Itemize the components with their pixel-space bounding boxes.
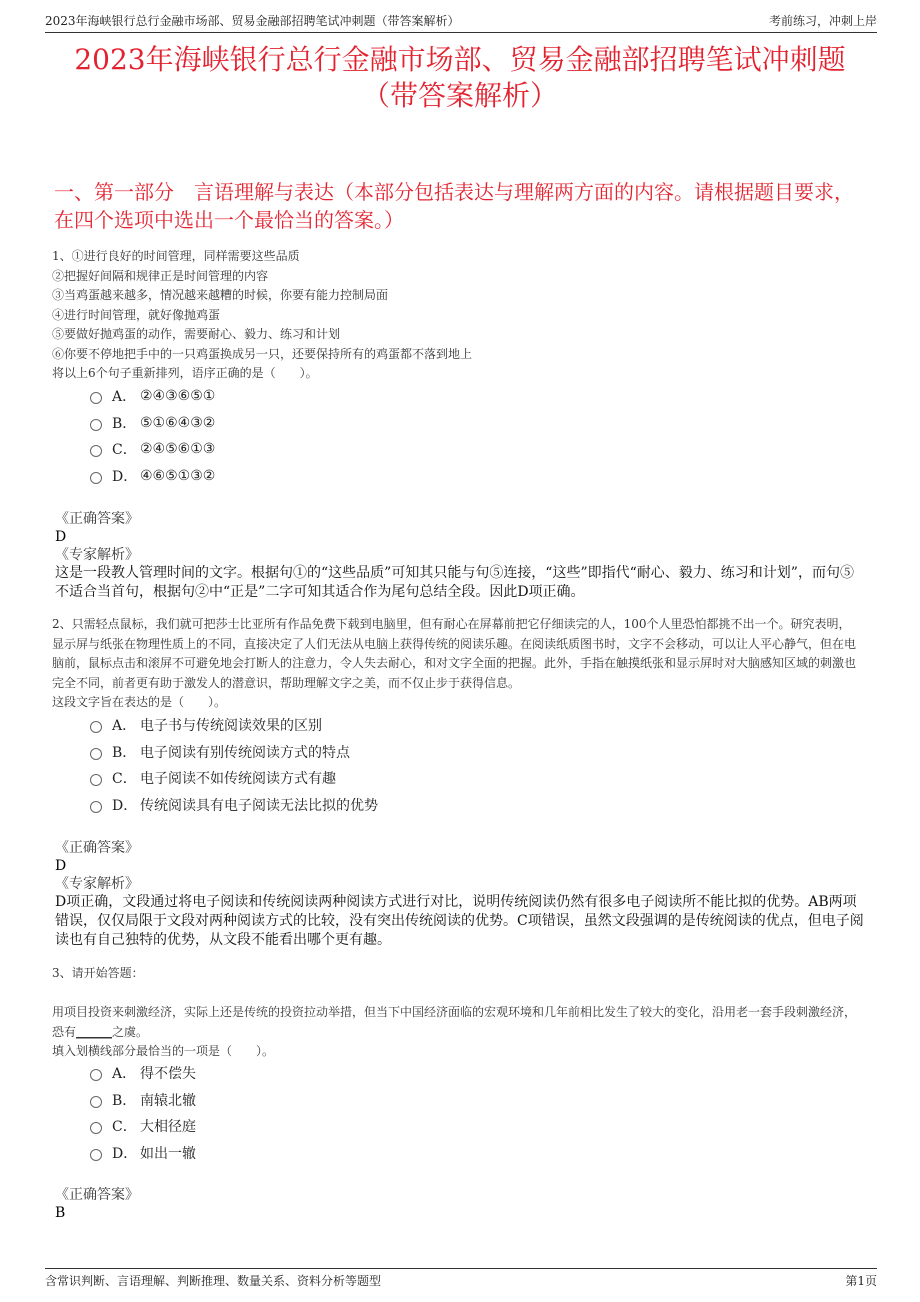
question-1-line: 1、①进行良好的时间管理，同样需要这些品质 bbox=[52, 249, 300, 263]
document-title-line1: 2023年海峡银行总行金融市场部、贸易金融部招聘笔试冲刺题 bbox=[74, 43, 846, 76]
question-3-answer bbox=[55, 1186, 865, 1222]
analysis-text: 这是一段教人管理时间的文字。根据句①的“这些品质”可知其只能与句⑤连接，“这些”即指代“耐心、毅力、练习和计划”，而句⑤不适合当首句，根据句②中“正是”二字可知其适合作为尾句总结全段。因此D项正确。 bbox=[55, 565, 854, 600]
header-slogan: 考前练习，冲刺上岸 bbox=[768, 14, 877, 28]
option-c[interactable]: C． ②④⑤⑥①③ bbox=[90, 436, 215, 463]
radio-icon[interactable] bbox=[90, 392, 102, 404]
question-3-options bbox=[90, 1060, 196, 1166]
answer-value: D bbox=[55, 858, 67, 874]
document-title-line2: （带答案解析） bbox=[361, 79, 558, 112]
option-b[interactable]: B． 南辕北辙 bbox=[90, 1087, 196, 1114]
option-c[interactable]: C． 电子阅读不如传统阅读方式有趣 bbox=[90, 765, 378, 792]
radio-icon[interactable] bbox=[90, 1122, 102, 1134]
option-d[interactable]: D． 如出一辙 bbox=[90, 1140, 196, 1167]
footer-note: 含常识判断、言语理解、判断推理、数量关系、资料分析等题型 bbox=[45, 1274, 382, 1288]
answer-label: 《正确答案》 bbox=[55, 511, 139, 527]
question-1-stem bbox=[52, 247, 862, 384]
question-1-line: ④进行时间管理，就好像抛鸡蛋 bbox=[52, 307, 221, 322]
question-2-prompt: 这段文字旨在表达的是（ ）。 bbox=[52, 695, 227, 709]
radio-icon[interactable] bbox=[90, 472, 102, 484]
page-footer bbox=[45, 1268, 877, 1291]
option-b[interactable]: B． ⑤①⑥④③② bbox=[90, 410, 215, 437]
section-title: 一、第一部分 言语理解与表达（本部分包括表达与理解两方面的内容。请根据题目要求，在四个选项中选出一个最恰当的答案。） bbox=[54, 180, 854, 232]
radio-icon[interactable] bbox=[90, 774, 102, 786]
blank-line: ______ bbox=[76, 1024, 113, 1039]
question-1-line: ⑥你要不停地把手中的一只鸡蛋换成另一只，还要保持所有的鸡蛋都不落到地上 bbox=[52, 346, 473, 361]
page-header bbox=[45, 10, 877, 33]
question-2-stem bbox=[52, 615, 862, 713]
analysis-text: D项正确，文段通过将电子阅读和传统阅读两种阅读方式进行对比，说明传统阅读仍然有很多电子阅读所不能比拟的优势。AB两项错误，仅仅局限于文段对两种阅读方式的比较，没有突出传统阅读的优势。C项错误，虽然文段强调的是传统阅读的优点，但电子阅读也有自己独特的优势，从文段不能看出哪个更有趣。 bbox=[55, 894, 864, 948]
radio-icon[interactable] bbox=[90, 419, 102, 431]
radio-icon[interactable] bbox=[90, 721, 102, 733]
question-3-passage: 用项目投资来刺激经济，实际上还是传统的投资拉动举措，但当下中国经济面临的宏观环境和几年前相比发生了较大的变化，沿用老一套手段刺激经济，恐有______之虞。 bbox=[52, 1005, 857, 1039]
answer-label: 《正确答案》 bbox=[55, 840, 139, 856]
header-doc-title: 2023年海峡银行总行金融市场部、贸易金融部招聘笔试冲刺题（带答案解析） bbox=[45, 14, 460, 28]
option-d[interactable]: D． ④⑥⑤①③② bbox=[90, 463, 215, 490]
question-2-options bbox=[90, 712, 378, 818]
radio-icon[interactable] bbox=[90, 1096, 102, 1108]
radio-icon[interactable] bbox=[90, 748, 102, 760]
question-1-line: ②把握好间隔和规律正是时间管理的内容 bbox=[52, 268, 269, 283]
analysis-label: 《专家解析》 bbox=[55, 547, 139, 563]
question-1-line: ⑤要做好抛鸡蛋的动作，需要耐心、毅力、练习和计划 bbox=[52, 327, 341, 341]
question-1-line: ③当鸡蛋越来越多，情况越来越糟的时候，你要有能力控制局面 bbox=[52, 288, 389, 302]
question-3-intro: 3、请开始答题： bbox=[52, 966, 144, 980]
option-c[interactable]: C． 大相径庭 bbox=[90, 1113, 196, 1140]
option-a[interactable]: A． ②④③⑥⑤① bbox=[90, 383, 215, 410]
option-a[interactable]: A． 电子书与传统阅读效果的区别 bbox=[90, 712, 378, 739]
radio-icon[interactable] bbox=[90, 1069, 102, 1081]
radio-icon[interactable] bbox=[90, 445, 102, 457]
option-b[interactable]: B． 电子阅读有别传统阅读方式的特点 bbox=[90, 739, 378, 766]
option-a[interactable]: A． 得不偿失 bbox=[90, 1060, 196, 1087]
analysis-label: 《专家解析》 bbox=[55, 876, 139, 892]
radio-icon[interactable] bbox=[90, 801, 102, 813]
question-1-answer bbox=[55, 510, 865, 602]
question-1-options bbox=[90, 383, 215, 489]
radio-icon[interactable] bbox=[90, 1149, 102, 1161]
answer-value: B bbox=[55, 1205, 66, 1221]
option-d[interactable]: D． 传统阅读具有电子阅读无法比拟的优势 bbox=[90, 792, 378, 819]
question-3-stem bbox=[52, 1003, 862, 1062]
question-3-prompt: 填入划横线部分最恰当的一项是（ ）。 bbox=[52, 1044, 275, 1058]
question-1-line: 将以上6个句子重新排列，语序正确的是（ ）。 bbox=[52, 366, 318, 380]
answer-value: D bbox=[55, 529, 67, 545]
document-title bbox=[40, 42, 880, 114]
answer-label: 《正确答案》 bbox=[55, 1187, 139, 1203]
question-2-passage: 2、只需轻点鼠标，我们就可把莎士比亚所有作品免费下载到电脑里，但有耐心在屏幕前把它仔细读完的人，100个人里恐怕都挑不出一个。研究表明，显示屏与纸张在物理性质上的不同，直接决定了人们无法从电脑上获得传统的阅读乐趣。在阅读纸质图书时，文字不会移动，可以让人平心静气，但在电脑前，鼠标点击和滚屏不可避免地会打断人的注意力，令人失去耐心，和对文字全面的把握。此外，手指在触摸纸张和显示屏时对大脑感知区域的刺激也完全不同，前者更有助于激发人的潜意识，帮助理解文字之美，而不仅止步于获得信息。 bbox=[52, 617, 857, 690]
page-number: 第1页 bbox=[845, 1274, 877, 1288]
question-2-answer bbox=[55, 839, 865, 950]
